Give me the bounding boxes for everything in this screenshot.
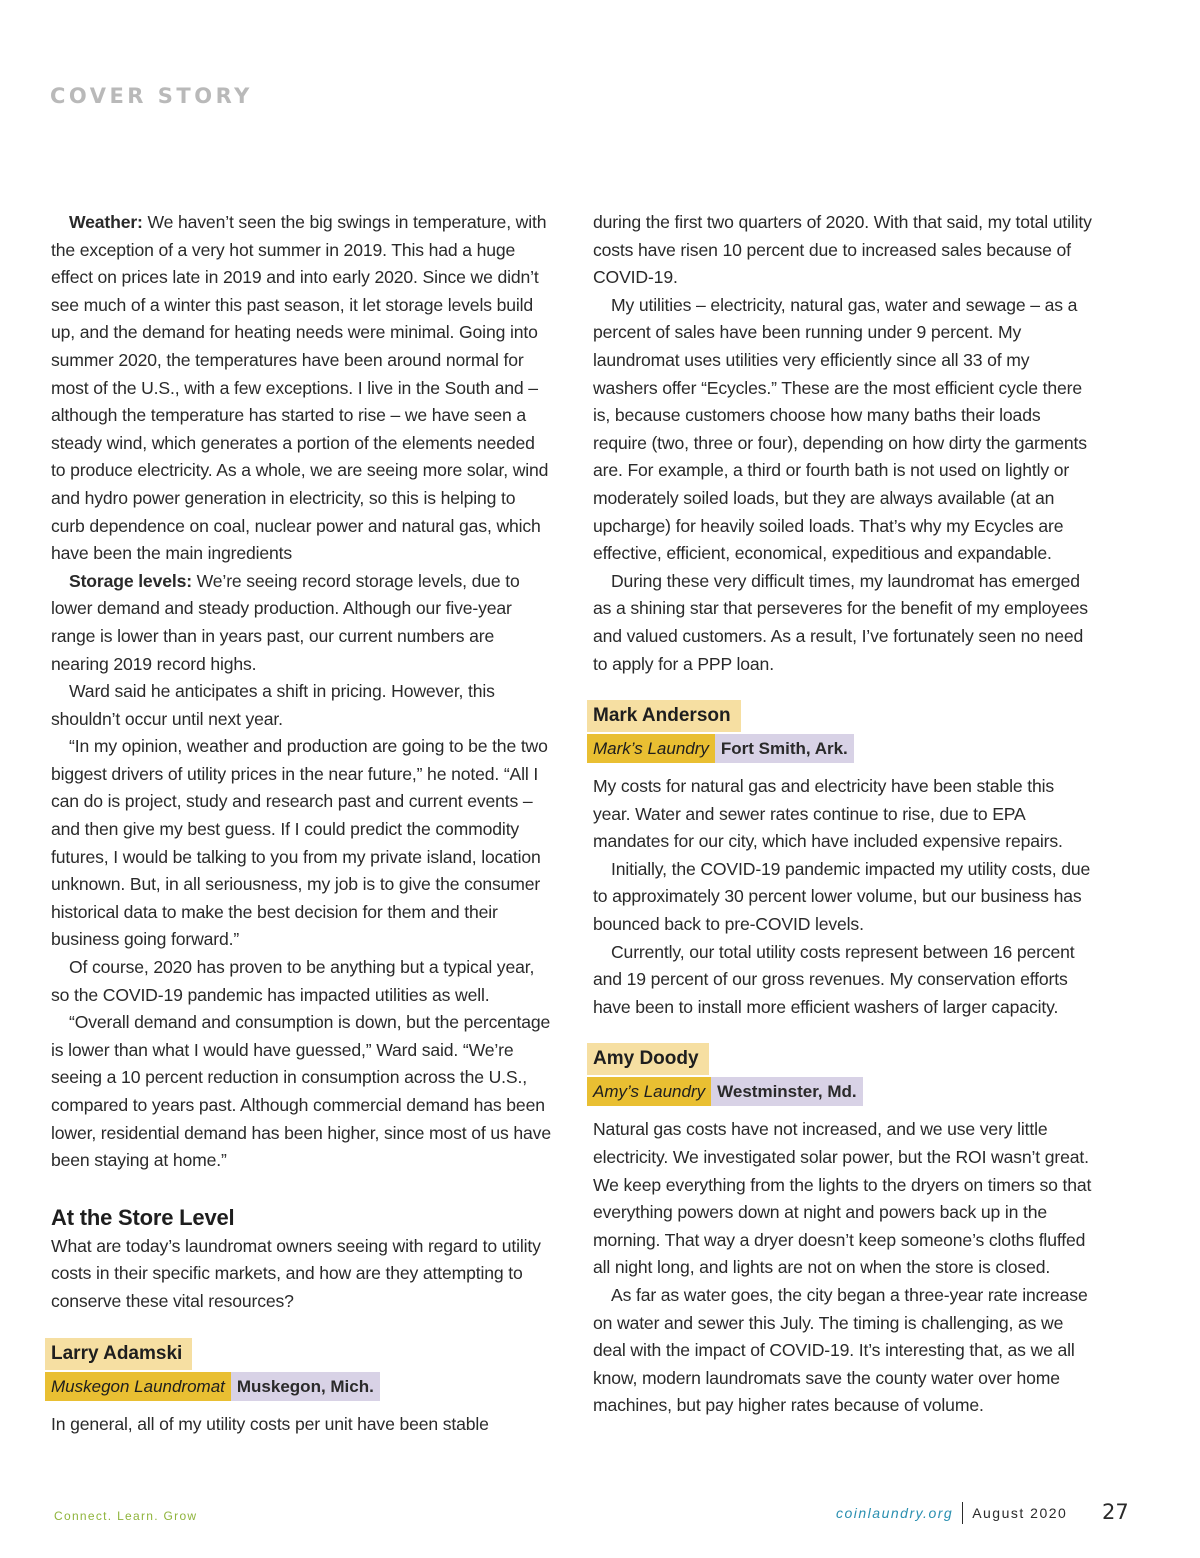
paragraph-weather: Weather: We haven’t seen the big swings in temperature, with the exception of a very hot summer in 2019. This had a huge effect on prices late in 2019 and into early 2020. Since we didn’t see much of a winter this past season, it let storage levels build up, and the demand for heating needs were minimal. Going into summer 2020, the temperatures have been around normal for most of the U.S., with a few exceptions. I live in the South and – although the temperature has started to rise – we have seen a steady wind, which generates a portion of the elements needed to produce electricity. As a whole, we are seeing more solar, wind and hydro power generation in electricity, so this is helping to curb dependence on coal, nuclear power and natural gas, which have been the main ingredients xyxy=(51,212,549,564)
lead-in: Storage levels: xyxy=(69,570,192,591)
intro-paragraph: What are today’s laundromat owners seeing with regard to utility costs in their specific markets, and how are they attempting to conserve these vital resources? xyxy=(51,1235,541,1311)
paragraph: Of course, 2020 has proven to be anything but a typical year, so the COVID-19 pandemic has impacted utilities as well. xyxy=(51,957,535,1005)
paragraph-quote: “Overall demand and consumption is down, but the percentage is lower than what I would have guessed,” Ward said. “We’re seeing a 10 percent reduction in consumption across the U.S., compared to years past. Although commercial demand has been lower, residential demand has been higher, since most of us have been staying at home.” xyxy=(51,1012,551,1171)
paragraph: As far as water goes, the city began a three-year rate increase on water and sewer this July. The timing is challenging, as we deal with the impact of COVID-19. It’s interesting that, as we all know, modern laundromats save the county water over home machines, but pay higher rates because of volume. xyxy=(593,1285,1088,1416)
right-column xyxy=(593,209,1095,1420)
profile-location: Westminster, Md. xyxy=(711,1077,863,1106)
paragraph: During these very difficult times, my laundromat has emerged as a shining star that perseveres for the benefit of my employees and valued customers. As a result, I’ve fortunately seen no need to apply for a PPP loan. xyxy=(593,570,1088,674)
footer-site-link[interactable]: coinlaundry.org xyxy=(836,1505,954,1521)
paragraph-quote: “In my opinion, weather and production are going to be the two biggest drivers of utility prices in the near future,” he noted. “All I can do is project, study and research past and current events – and then give my best guess. If I could predict the commodity futures, I would be talking to you from my private island, location unknown. But, in all seriousness, my job is to give the consumer historical data to make the best decision for them and their business going forward.” xyxy=(51,736,548,950)
profile-meta xyxy=(587,1077,1095,1106)
profile-larry-adamski xyxy=(51,1338,551,1401)
left-column xyxy=(51,209,551,1438)
profile-name: Mark Anderson xyxy=(587,700,741,732)
profile-business: Mark’s Laundry xyxy=(587,734,715,763)
profile-name: Larry Adamski xyxy=(45,1338,192,1370)
page-number: 27 xyxy=(1102,1500,1129,1524)
footer-tagline: Connect. Learn. Grow xyxy=(54,1509,198,1523)
paragraph: Currently, our total utility costs represent between 16 percent and 19 percent of our gross revenues. My conservation efforts have been to install more efficient washers of larger capacity. xyxy=(593,941,1075,1017)
footer-info xyxy=(836,1502,1067,1524)
paragraph: Natural gas costs have not increased, and we use very little electricity. We investigated solar power, but the ROI wasn’t great. We keep everything from the lights to the dryers on timers so that everything powers down at night and powers back up in the morning. That way a dryer doesn’t keep someone’s cloths fluffed all night long, and lights are not on when the store is closed. xyxy=(593,1119,1092,1278)
profile-name: Amy Doody xyxy=(587,1043,709,1075)
profile-meta xyxy=(45,1372,551,1401)
paragraph-storage: Storage levels: We’re seeing record storage levels, due to lower demand and steady production. Although our five-year range is lower than in years past, our current numbers are nearing 2019 record highs. xyxy=(51,570,520,674)
paragraph: My costs for natural gas and electricity have been stable this year. Water and sewer rates continue to rise, due to EPA mandates for our city, which have included expensive repairs. xyxy=(593,776,1063,852)
profile-meta xyxy=(587,734,1095,763)
footer-date: August 2020 xyxy=(972,1505,1068,1521)
paragraph: In general, all of my utility costs per unit have been stable xyxy=(51,1413,489,1434)
profile-mark-anderson xyxy=(593,700,1095,763)
paragraph: during the first two quarters of 2020. With that said, my total utility costs have risen 10 percent due to increased sales because of COVID-19. xyxy=(593,212,1092,288)
profile-amy-doody xyxy=(593,1043,1095,1106)
profile-location: Muskegon, Mich. xyxy=(231,1372,380,1401)
paragraph: Initially, the COVID-19 pandemic impacted my utility costs, due to approximately 30 percent lower volume, but our business has bounced back to pre-COVID levels. xyxy=(593,858,1091,935)
profile-location: Fort Smith, Ark. xyxy=(715,734,854,763)
paragraph: Ward said he anticipates a shift in pricing. However, this shouldn’t occur until next year. xyxy=(51,681,495,729)
profile-business: Muskegon Laundromat xyxy=(45,1372,231,1401)
subheading: At the Store Level xyxy=(51,1204,235,1230)
footer-divider xyxy=(962,1502,963,1524)
profile-business: Amy’s Laundry xyxy=(587,1077,711,1106)
section-label: COVER STORY xyxy=(50,84,253,108)
lead-in: Weather: xyxy=(69,212,143,232)
paragraph: My utilities – electricity, natural gas, water and sewage – as a percent of sales have been running under 9 percent. My laundromat uses utilities very efficiently since all 33 of my washers offer “Ecycles.” These are the most efficient cycle there is, because customers choose how many baths their loads require (two, three or four), depending on how dirty the garments are. For example, a third or fourth bath is not used on lightly or moderately soiled loads, but they are always available (at an upcharge) for heavily soiled loads. That’s why my Ecycles are effective, efficient, economical, expeditious and expandable. xyxy=(593,294,1087,564)
